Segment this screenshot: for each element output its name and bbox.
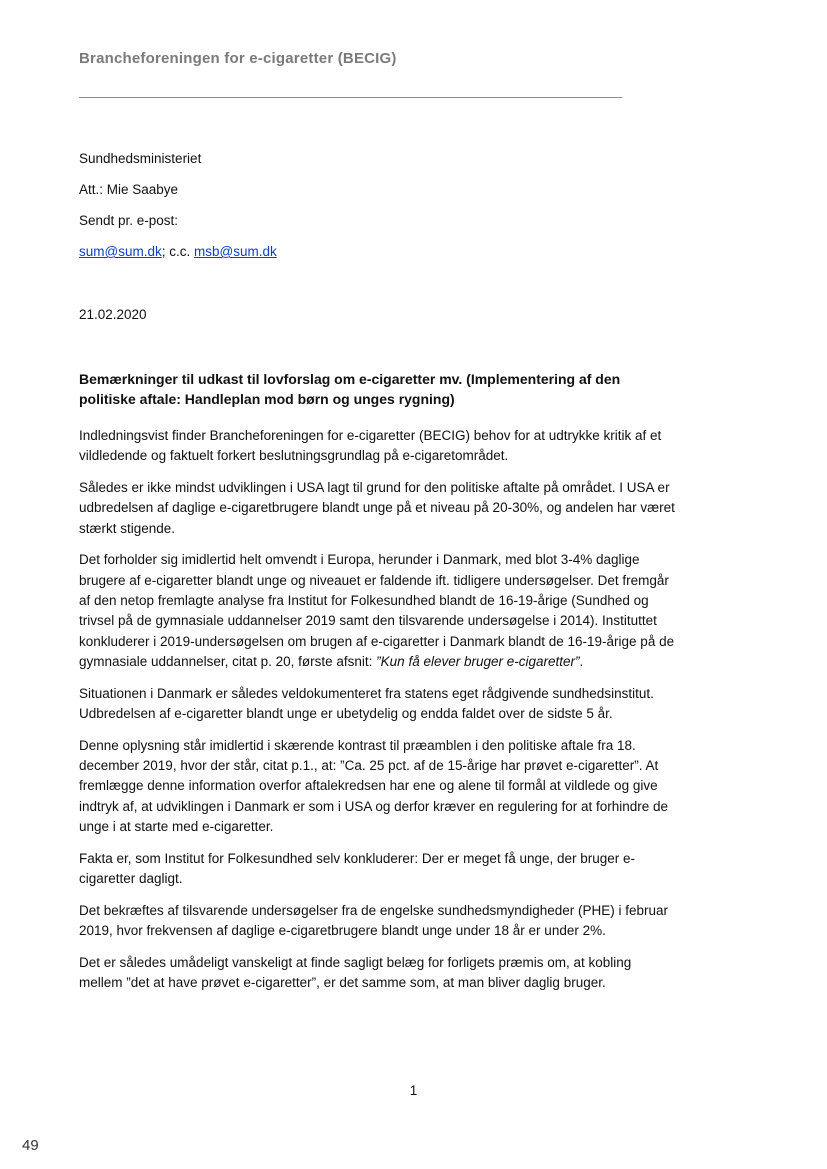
letter-title: Bemærkninger til udkast til lovforslag om e-cigaretter mv. (Implementering af den politiske aftale: Handleplan mod børn og unges rygning) (79, 371, 621, 407)
cc-separator: ; c.c. (161, 244, 194, 259)
email-link-cc[interactable]: msb@sum.dk (194, 244, 277, 259)
paragraph: Denne oplysning står imidlertid i skærende kontrast til præamblen i den politiske aftale fra 18. december 2019, hvor der står, citat p.1., at: ”Ca. 25 pct. af de 15-årige har prøvet e-cigaretter”. At fremlægge denne information overfor aftalekredsen har ene og alene til formål at vildlede og give indtryk af, at udviklingen i Danmark er som i USA og derfor kræver en regulering for at forhindre de unge i at starte med e-cigaretter. (79, 737, 669, 835)
email-line (79, 243, 277, 261)
paragraph-quote: ”Kun få elever bruger e-cigaretter” (376, 653, 580, 669)
paragraph-text: Det forholder sig imidlertid helt omvendt i Europa, herunder i Danmark, med blot 3-4% daglige brugere af e-cigaretter blandt unge og niveauet er faldende ift. tidligere undersøgelser. Det fremgår af den netop fremlagte analyse fra Institut for Folkesundhed blandt de 16-19-årige (Sundhed og trivsel på de gymnasiale uddannelser 2019 samt den tilsvarende undersøgelse i 2014). Instituttet konkluderer i 2019-undersøgelsen om brugen af e-cigaretter i Danmark blandt de 16-19-årige på de gymnasiale uddannelser, citat p. 20, første afsnit: (79, 552, 675, 669)
paragraph: Indledningsvist finder Brancheforeningen for e-cigaretter (BECIG) behov for at udtrykke kritik af et vildledende og faktuelt forkert beslutningsgrundlag på e-cigaretområdet. (79, 428, 662, 464)
paragraph: Situationen i Danmark er således veldokumenteret fra statens eget rådgivende sundhedsinstitut. Udbredelsen af e-cigaretter blandt unge er ubetydelig og endda faldet over de sidste 5 år. (79, 685, 654, 722)
paragraph: Fakta er, som Institut for Folkesundhed selv konkluderer: Der er meget få unge, der bruger e-cigaretter dagligt. (79, 850, 636, 887)
paragraph: Således er ikke mindst udviklingen i USA lagt til grund for den politiske aftalte på området. I USA er udbredelsen af daglige e-cigaretbrugere blandt unge på et niveau på 20-30%, og andelen har været stærkt stigende. (79, 480, 675, 536)
paragraph (79, 550, 677, 672)
email-link-primary[interactable]: sum@sum.dk (79, 244, 162, 259)
attention-line: Att.: Mie Saabye (79, 182, 179, 197)
letter-body (79, 426, 677, 1005)
page-number: 1 (409, 1083, 418, 1098)
recipient-line: Sundhedsministeriet (79, 151, 202, 166)
sent-via-line: Sendt pr. e-post: (79, 213, 179, 228)
letter-date: 21.02.2020 (79, 307, 147, 322)
document-number: 49 (22, 1137, 39, 1154)
header-divider (79, 97, 622, 98)
paragraph: Det bekræftes af tilsvarende undersøgelser fra de engelske sundhedsmyndigheder (PHE) i februar 2019, hvor frekvensen af daglige e-cigaretbrugere blandt unge under 18 år er under 2%. (79, 902, 669, 939)
paragraph-end: . (579, 653, 584, 669)
paragraph: Det er således umådeligt vanskeligt at finde sagligt belæg for forligets præmis om, at kobling mellem ”det at have prøvet e-cigaretter”, er det samme som, at man bliver daglig bruger. (79, 955, 632, 991)
organization-header: Brancheforeningen for e-cigaretter (BECIG) (79, 50, 397, 67)
